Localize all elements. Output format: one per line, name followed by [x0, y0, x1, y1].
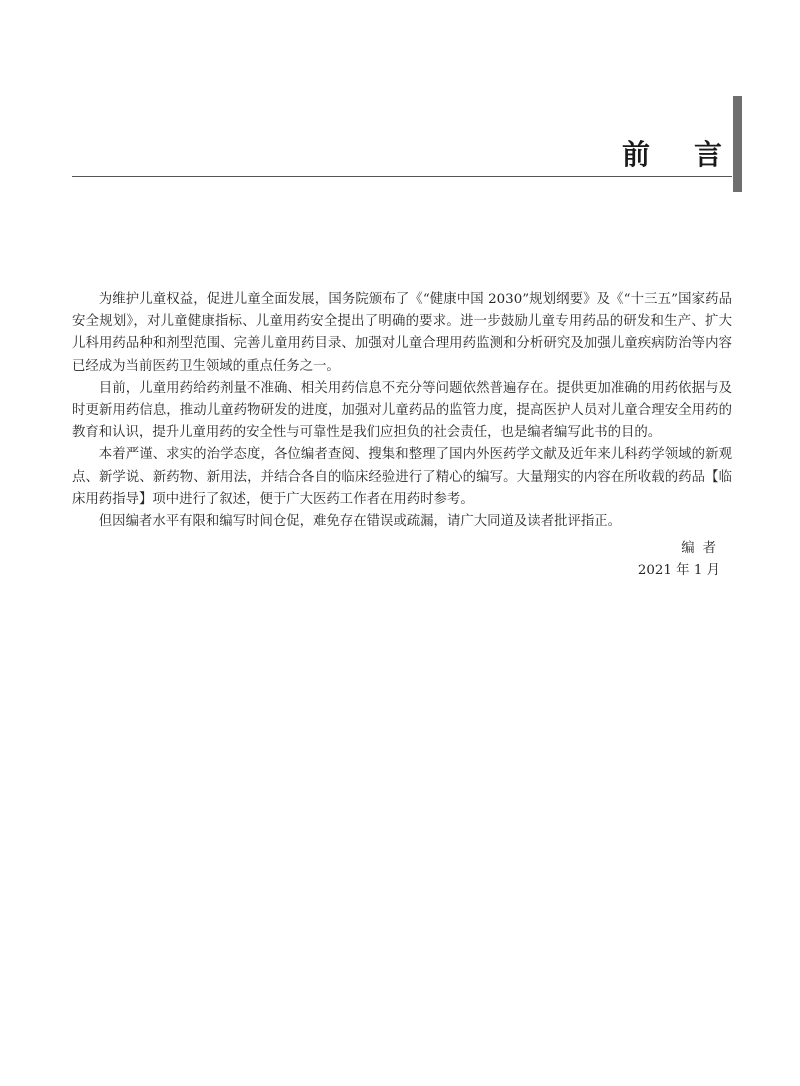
- page-title: 前言: [621, 138, 766, 171]
- signature-author: 编者: [681, 541, 724, 556]
- signature-date: 2021 年 1 月: [637, 563, 720, 579]
- preface-body: [72, 289, 732, 533]
- paragraph-1: 为维护儿童权益，促进儿童全面发展，国务院颁布了《“健康中国 2030”规划纲要》及《“十三五”国家药品安全规划》，对儿童健康指标、儿童用药安全提出了明确的要求。进一步鼓励儿童专用药品的研发和生产、扩大儿科用药品种和剂型范围、完善儿童用药目录、加强对儿童合理用药监测和分析研究及加强儿童疾病防治等内容已经成为当前医药卫生领域的重点任务之一。: [72, 292, 732, 374]
- paragraph-3: 本着严谨、求实的治学态度，各位编者查阅、搜集和整理了国内外医药学文献及近年来儿科药学领域的新观点、新学说、新药物、新用法，并结合各自的临床经验进行了精心的编写。大量翔实的内容在所收载的药品【临床用药指导】项中进行了叙述，便于广大医药工作者在用药时参考。: [72, 447, 732, 507]
- paragraph-2: 目前，儿童用药给药剂量不准确、相关用药信息不充分等问题依然普遍存在。提供更加准确的用药依据与及时更新用药信息，推动儿童药物研发的进度，加强对儿童药品的监管力度，提高医护人员对儿童合理安全用药的教育和认识，提升儿童用药的安全性与可靠性是我们应担负的社会责任，也是编者编写此书的目的。: [72, 380, 732, 441]
- paragraph-4: 但因编者水平有限和编写时间仓促，难免存在错误或疏漏，请广大同道及读者批评指正。: [98, 514, 622, 530]
- title-underline: [72, 176, 732, 177]
- signature-block: [637, 538, 724, 582]
